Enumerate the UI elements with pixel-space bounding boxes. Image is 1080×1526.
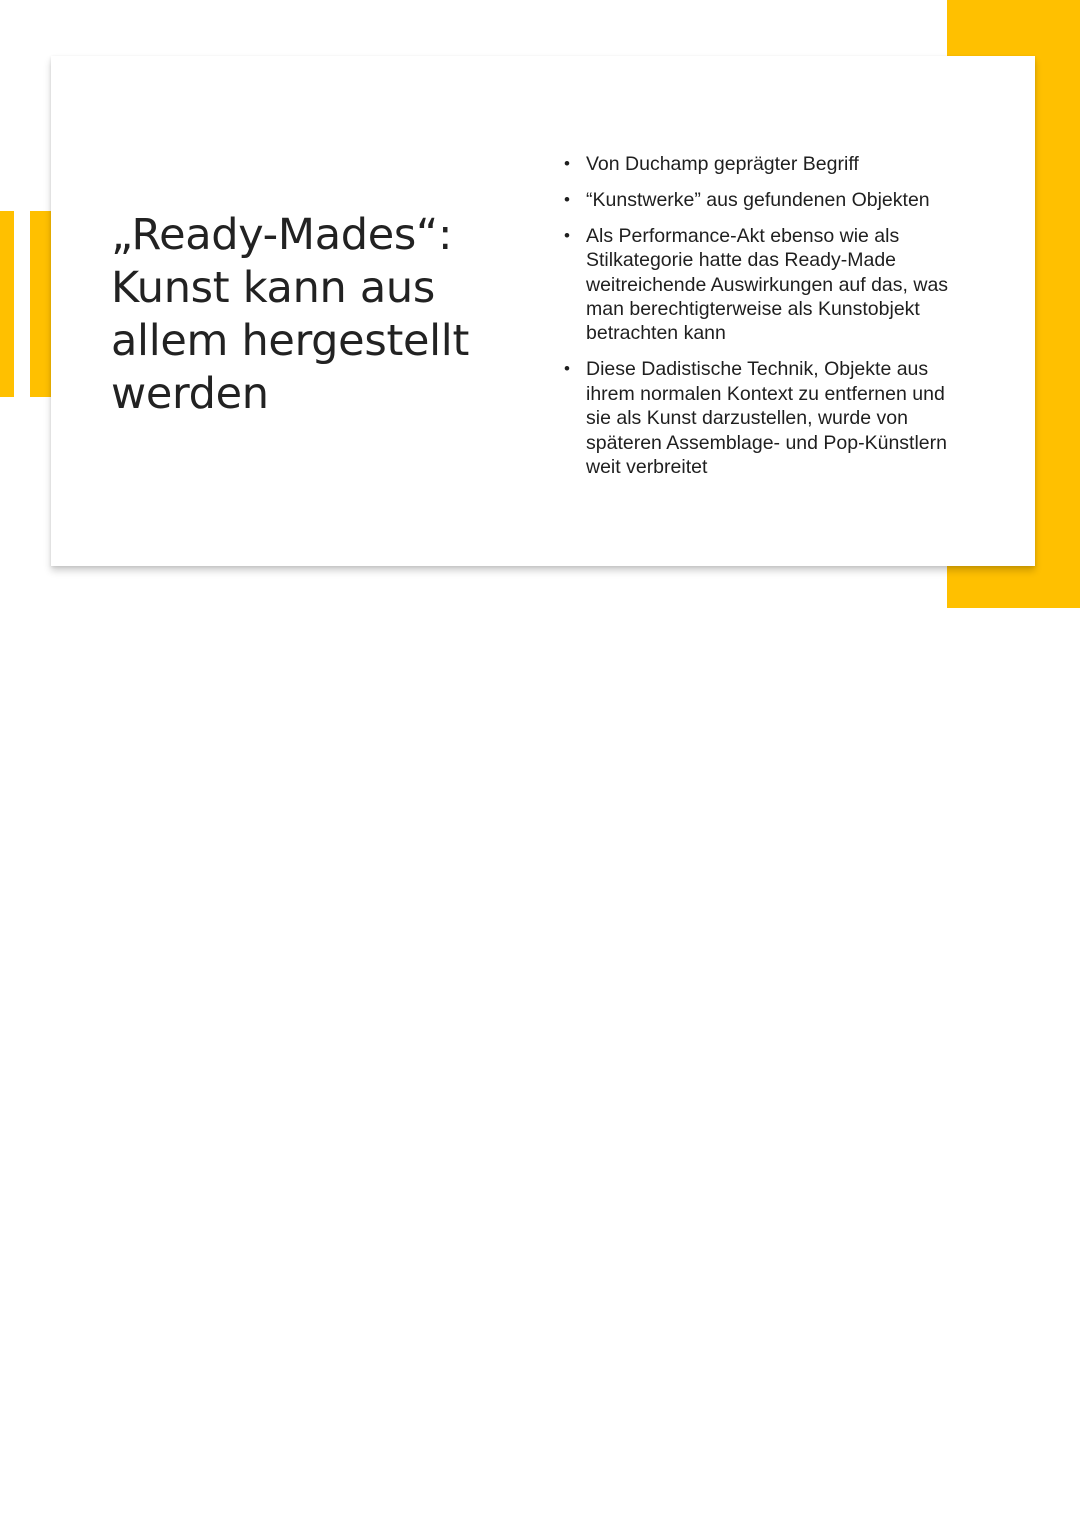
bullet-text-line: Als Performance-Akt ebenso wie als — [586, 224, 900, 247]
bullet-text-line: weit verbreitet — [586, 455, 708, 478]
bullet-item — [563, 152, 993, 176]
bullet-item — [563, 224, 993, 346]
bullet-text-line: Diese Dadistische Technik, Objekte aus — [586, 358, 929, 381]
bullet-text-line: betrachten kann — [586, 322, 726, 345]
bullet-text-line: “Kunstwerke” aus gefundenen Objekten — [586, 188, 930, 211]
title-line: werden — [111, 369, 269, 419]
accent-bar-left-inner — [30, 211, 51, 397]
bullet-text-line: weitreichende Auswirkungen auf das, was — [586, 273, 949, 296]
bullet-text-line: Von Duchamp geprägter Begriff — [586, 153, 859, 175]
accent-bar-left-outer — [0, 211, 14, 397]
bullet-text-line: ihrem normalen Kontext zu entfernen und — [586, 382, 945, 405]
bullet-dot-icon: • — [564, 359, 570, 379]
bullet-list — [563, 152, 993, 491]
title-line: „Ready-Mades“: — [111, 210, 453, 260]
bullet-text-line: Stilkategorie hatte das Ready-Made — [586, 249, 897, 272]
slide-card — [51, 56, 1035, 566]
bullet-item — [563, 188, 993, 212]
bullet-text-line: späteren Assemblage- und Pop-Künstlern — [586, 431, 947, 454]
bullet-item — [563, 357, 993, 479]
title-line: Kunst kann aus — [111, 263, 435, 313]
bullet-text-line: man berechtigterweise als Kunstobjekt — [586, 298, 920, 321]
bullet-dot-icon: • — [564, 154, 570, 173]
bullet-text-line: sie als Kunst darzustellen, wurde von — [586, 407, 908, 430]
bullet-dot-icon: • — [564, 189, 570, 209]
slide-title — [111, 209, 511, 421]
bullet-dot-icon: • — [564, 225, 570, 245]
title-line: allem hergestellt — [111, 316, 470, 366]
